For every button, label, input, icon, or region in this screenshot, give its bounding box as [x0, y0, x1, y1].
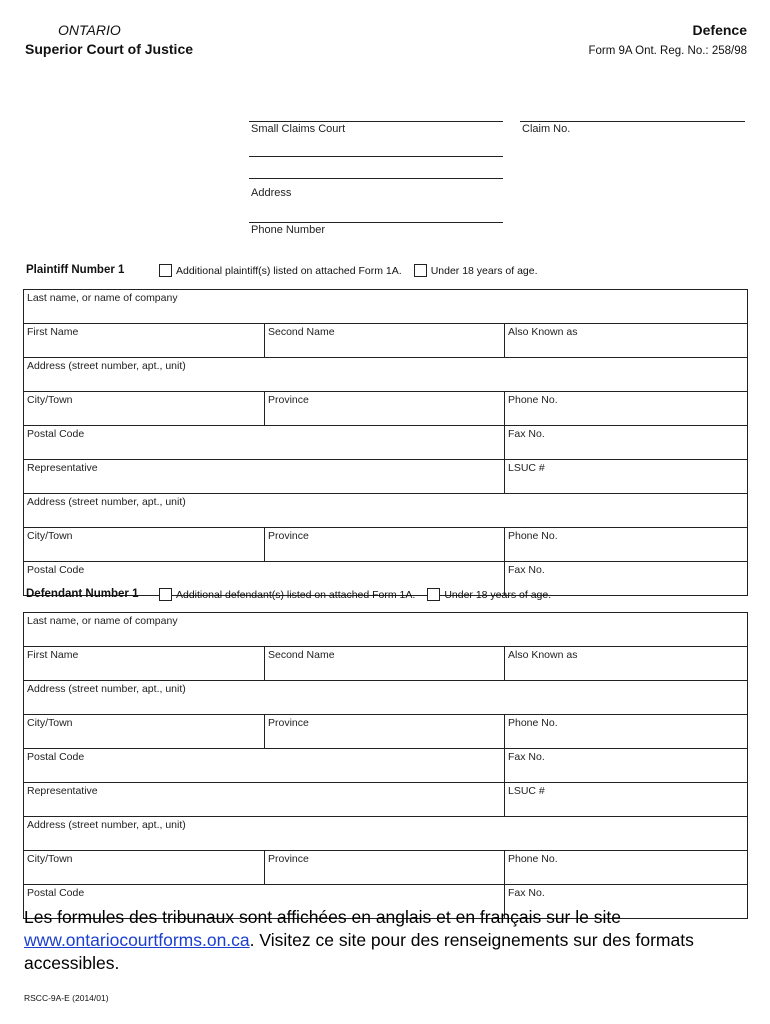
- field-label: First Name: [27, 649, 79, 661]
- plaintiff-aka-field[interactable]: [505, 324, 748, 358]
- defendant-city-field[interactable]: [24, 715, 265, 749]
- plaintiff-lsuc-field[interactable]: [505, 460, 748, 494]
- defendant-rep-province-field[interactable]: [265, 851, 505, 885]
- field-label: Representative: [27, 462, 98, 474]
- defendant-second-name-field[interactable]: [265, 647, 505, 681]
- defendant-options: [159, 588, 563, 601]
- field-label: First Name: [27, 326, 79, 338]
- field-label: Address (street number, apt., unit): [27, 819, 186, 831]
- defendant-additional-label: Additional defendant(s) listed on attached Form 1A.: [176, 588, 416, 601]
- notice-text-before: Les formules des tribunaux sont affichées en anglais et en français sur le site: [24, 907, 621, 927]
- address-line-1[interactable]: [249, 156, 503, 157]
- field-label: Phone No.: [508, 394, 558, 406]
- claim-no-label: Claim No.: [522, 123, 571, 135]
- field-label: Fax No.: [508, 751, 545, 763]
- defendant-rep-city-field[interactable]: [24, 851, 265, 885]
- plaintiff-first-name-field[interactable]: [24, 324, 265, 358]
- plaintiff-city-field[interactable]: [24, 392, 265, 426]
- field-label: Postal Code: [27, 751, 85, 763]
- field-label: Province: [268, 853, 309, 865]
- field-label: Last name, or name of company: [27, 615, 178, 627]
- language-notice: [24, 906, 724, 975]
- field-label: Representative: [27, 785, 98, 797]
- field-label: Province: [268, 530, 309, 542]
- small-claims-court-label: Small Claims Court: [251, 123, 346, 135]
- field-label: Address (street number, apt., unit): [27, 360, 186, 372]
- field-label: City/Town: [27, 717, 73, 729]
- defendant-representative-field[interactable]: [24, 783, 505, 817]
- form-number: Form 9A Ont. Reg. No.: 258/98: [588, 45, 747, 57]
- defendant-table: [23, 612, 748, 919]
- field-label: Province: [268, 717, 309, 729]
- form-code: RSCC-9A-E (2014/01): [24, 993, 109, 1003]
- field-label: Fax No.: [508, 428, 545, 440]
- defendant-title: Defendant Number 1: [26, 588, 139, 600]
- defendant-rep-address-field[interactable]: [24, 817, 748, 851]
- plaintiff-options: [159, 264, 550, 277]
- field-label: Province: [268, 394, 309, 406]
- field-label: Also Known as: [508, 326, 578, 338]
- field-label: City/Town: [27, 530, 73, 542]
- ontario-court-forms-link[interactable]: www.ontariocourtforms.on.ca: [24, 930, 250, 950]
- plaintiff-province-field[interactable]: [265, 392, 505, 426]
- defendant-postal-field[interactable]: [24, 749, 505, 783]
- defendant-aka-field[interactable]: [505, 647, 748, 681]
- plaintiff-table: [23, 289, 748, 596]
- field-label: Also Known as: [508, 649, 578, 661]
- plaintiff-postal-field[interactable]: [24, 426, 505, 460]
- defendant-province-field[interactable]: [265, 715, 505, 749]
- field-label: Second Name: [268, 649, 335, 661]
- address-line-2[interactable]: [249, 178, 503, 179]
- phone-number-line[interactable]: [249, 222, 503, 223]
- claim-no-line[interactable]: [520, 121, 745, 122]
- field-label: Phone No.: [508, 853, 558, 865]
- defendant-rep-phone-field[interactable]: [505, 851, 748, 885]
- form-title: Defence: [692, 22, 747, 38]
- plaintiff-rep-city-field[interactable]: [24, 528, 265, 562]
- plaintiff-phone-field[interactable]: [505, 392, 748, 426]
- plaintiff-additional-label: Additional plaintiff(s) listed on attached Form 1A.: [176, 264, 402, 277]
- plaintiff-second-name-field[interactable]: [265, 324, 505, 358]
- plaintiff-rep-province-field[interactable]: [265, 528, 505, 562]
- plaintiff-last-name-field[interactable]: [24, 290, 748, 324]
- defendant-additional-checkbox[interactable]: [159, 588, 172, 601]
- plaintiff-representative-field[interactable]: [24, 460, 505, 494]
- defendant-address-field[interactable]: [24, 681, 748, 715]
- defendant-lsuc-field[interactable]: [505, 783, 748, 817]
- address-label: Address: [251, 187, 292, 199]
- field-label: Postal Code: [27, 428, 85, 440]
- plaintiff-under18-label: Under 18 years of age.: [430, 264, 538, 277]
- plaintiff-additional-checkbox[interactable]: [159, 264, 172, 277]
- field-label: Postal Code: [27, 564, 85, 576]
- defendant-under18-label: Under 18 years of age.: [444, 588, 552, 601]
- small-claims-court-line[interactable]: [249, 121, 503, 122]
- field-label: Last name, or name of company: [27, 292, 178, 304]
- plaintiff-title: Plaintiff Number 1: [26, 264, 125, 276]
- defendant-phone-field[interactable]: [505, 715, 748, 749]
- plaintiff-under18-checkbox[interactable]: [414, 264, 427, 277]
- field-label: LSUC #: [508, 785, 545, 797]
- field-label: City/Town: [27, 394, 73, 406]
- defendant-fax-field[interactable]: [505, 749, 748, 783]
- field-label: City/Town: [27, 853, 73, 865]
- court-heading: Superior Court of Justice: [25, 41, 194, 57]
- defendant-under18-checkbox[interactable]: [427, 588, 440, 601]
- field-label: Address (street number, apt., unit): [27, 683, 186, 695]
- plaintiff-address-field[interactable]: [24, 358, 748, 392]
- field-label: Fax No.: [508, 887, 545, 899]
- plaintiff-rep-phone-field[interactable]: [505, 528, 748, 562]
- province-heading: ONTARIO: [58, 22, 121, 38]
- field-label: Fax No.: [508, 564, 545, 576]
- plaintiff-fax-field[interactable]: [505, 426, 748, 460]
- field-label: Postal Code: [27, 887, 85, 899]
- defendant-last-name-field[interactable]: [24, 613, 748, 647]
- notice-text-after: . Visitez ce site pour des renseignements sur des formats accessibles.: [24, 930, 694, 973]
- field-label: LSUC #: [508, 462, 545, 474]
- field-label: Second Name: [268, 326, 335, 338]
- field-label: Phone No.: [508, 530, 558, 542]
- plaintiff-rep-address-field[interactable]: [24, 494, 748, 528]
- defendant-first-name-field[interactable]: [24, 647, 265, 681]
- field-label: Phone No.: [508, 717, 558, 729]
- phone-number-label: Phone Number: [251, 224, 325, 236]
- field-label: Address (street number, apt., unit): [27, 496, 186, 508]
